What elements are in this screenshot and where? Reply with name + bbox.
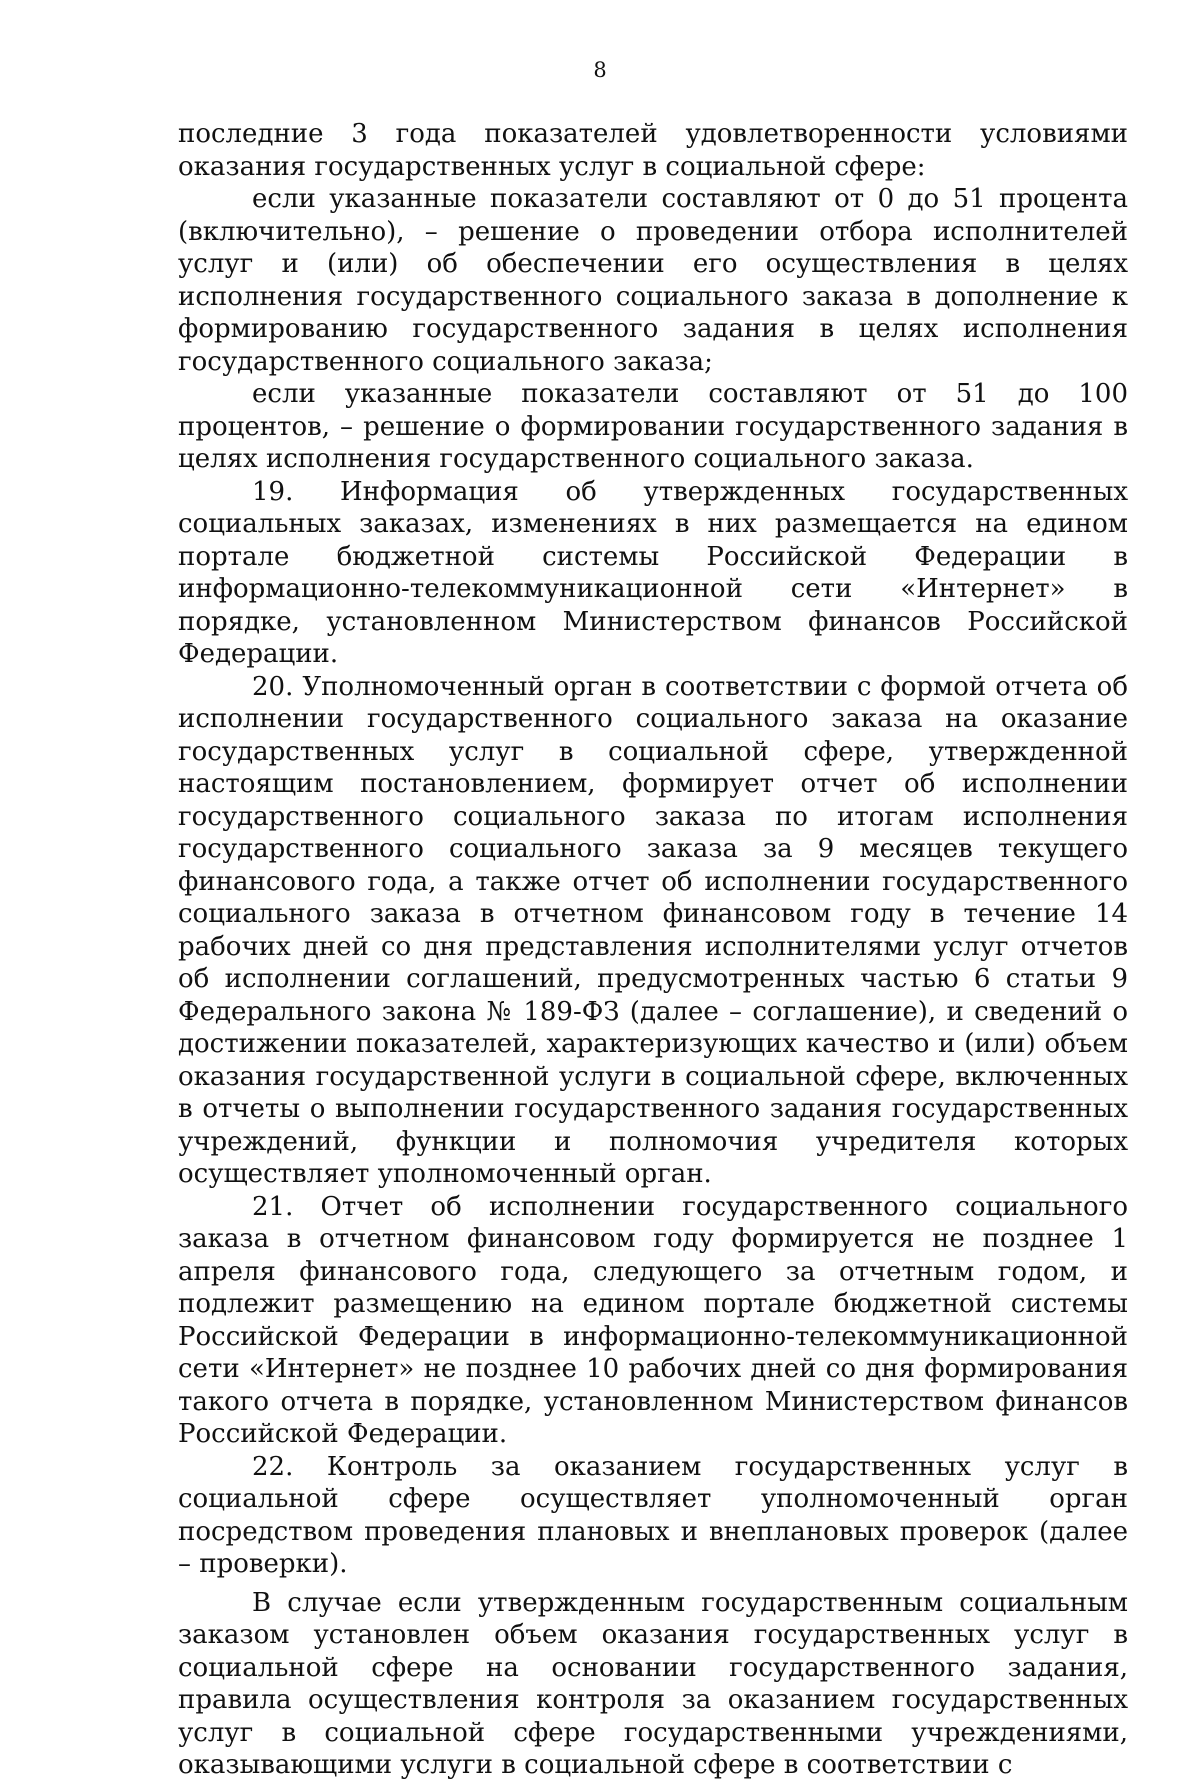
paragraph-item-19: 19. Информация об утвержденных государственных социальных заказах, изменениях в них размещается на едином портале бюджетной системы Российской Федерации в информационно-телекоммуникационной сети «Интернет» в порядке, установленном Министерством финансов Российской Федерации. <box>178 476 1128 669</box>
paragraph-condition-0-51: если указанные показатели составляют от 0 до 51 процента (включительно), – решение о проведении отбора исполнителей услуг и (или) об обеспечении его осуществления в целях исполнения государственного социального заказа в дополнение к формированию государственного задания в целях исполнения государственного социального заказа; <box>178 184 1128 377</box>
paragraph-item-20: 20. Уполномоченный орган в соответствии с формой отчета об исполнении государственного социального заказа на оказание государственных услуг в социальной сфере, утвержденной настоящим постановлением, формирует отчет об исполнении государственного социального заказа по итогам исполнения государственного социального заказа за 9 месяцев текущего финансового года, а также отчет об исполнении государственного социального заказа в отчетном финансовом году в течение 14 рабочих дней со дня представления исполнителями услуг отчетов об исполнении соглашений, предусмотренных частью 6 статьи 9 Федерального закона № 189-ФЗ (далее – соглашение), и сведений о достижении показателей, характеризующих качество и (или) объем оказания государственной услуги в социальной сфере, включенных в отчеты о выполнении государственного задания государственных учреждений, функции и полномочия учредителя которых осуществляет уполномоченный орган. <box>178 671 1128 1189</box>
paragraph-condition-51-100: если указанные показатели составляют от 51 до 100 процентов, – решение о формировании государственного задания в целях исполнения государственного социального заказа. <box>178 379 1128 474</box>
document-body <box>178 118 1128 1782</box>
page-number: 8 <box>593 58 607 82</box>
paragraph-item-22-continuation: В случае если утвержденным государственным социальным заказом установлен объем оказания государственных услуг в социальной сфере на основании государственного задания, правила осуществления контроля за оказанием государственных услуг в социальной сфере государственными учреждениями, оказывающими услуги в социальной сфере в соответствии с <box>178 1587 1128 1780</box>
paragraph-continuation: последние 3 года показателей удовлетворенности условиями оказания государственных услуг в социальной сфере: <box>178 119 1128 182</box>
paragraph-item-21: 21. Отчет об исполнении государственного социального заказа в отчетном финансовом году формируется не позднее 1 апреля финансового года, следующего за отчетным годом, и подлежит размещению на едином портале бюджетной системы Российской Федерации в информационно-телекоммуникационной сети «Интернет» не позднее 10 рабочих дней со дня формирования такого отчета в порядке, установленном Министерством финансов Российской Федерации. <box>178 1191 1128 1449</box>
paragraph-item-22: 22. Контроль за оказанием государственных услуг в социальной сфере осуществляет уполномоченный орган посредством проведения плановых и внеплановых проверок (далее – проверки). <box>178 1451 1128 1579</box>
